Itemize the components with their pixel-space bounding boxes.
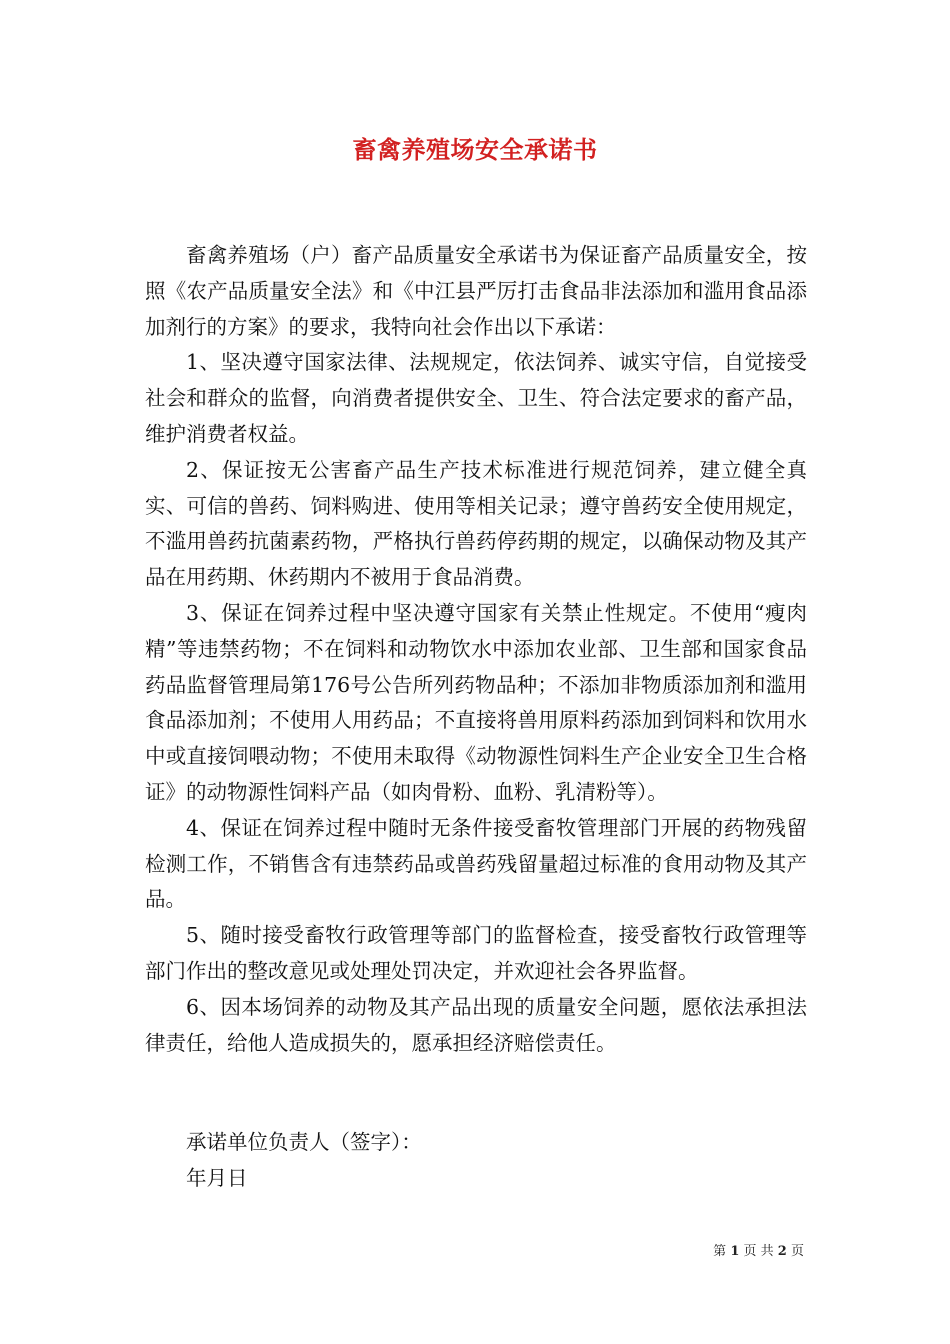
signature-block	[186, 1125, 422, 1197]
paragraph-item-3: 3、保证在饲养过程中坚决遵守国家有关禁止性规定。不使用“瘦肉精”等违禁药物；不在饲料和动物饮水中添加农业部、卫生部和国家食品药品监督管理局第176号公告所列药物品种；不添加非物质添加剂和滥用食品添加剂；不使用人用药品；不直接将兽用原料药添加到饲料和饮用水中或直接饲喂动物；不使用未取得《动物源性饲料生产企业安全卫生合格证》的动物源性饲料产品（如肉骨粉、血粉、乳清粉等）。	[145, 600, 807, 804]
footer-middle: 页 共	[743, 1244, 774, 1259]
footer-prefix: 第	[713, 1244, 727, 1259]
footer-suffix: 页	[790, 1244, 804, 1259]
paragraph-item-2: 2、保证按无公害畜产品生产技术标准进行规范饲养，建立健全真实、可信的兽药、饲料购进、使用等相关记录；遵守兽药安全使用规定，不滥用兽药抗菌素药物，严格执行兽药停药期的规定，以确保动物及其产品在用药期、休药期内不被用于食品消费。	[145, 457, 807, 590]
paragraph-intro: 畜禽养殖场（户）畜产品质量安全承诺书为保证畜产品质量安全，按照《农产品质量安全法》和《中江县严厉打击食品非法添加和滥用食品添加剂行的方案》的要求，我特向社会作出以下承诺：	[145, 243, 807, 339]
total-page-number: 2	[777, 1244, 787, 1259]
current-page-number: 1	[730, 1244, 740, 1259]
page-footer	[713, 1243, 804, 1261]
paragraph-item-5: 5、随时接受畜牧行政管理等部门的监督检查，接受畜牧行政管理等部门作出的整改意见或处理处罚决定，并欢迎社会各界监督。	[145, 923, 807, 983]
paragraph-item-6: 6、因本场饲养的动物及其产品出现的质量安全问题，愿依法承担法律责任，给他人造成损失的，愿承担经济赔偿责任。	[145, 994, 807, 1055]
date-label: 年月日	[186, 1165, 248, 1190]
signature-label: 承诺单位负责人（签字）：	[186, 1130, 422, 1154]
paragraph-item-1: 1、坚决遵守国家法律、法规规定，依法饲养、诚实守信，自觉接受社会和群众的监督，向消费者提供安全、卫生、符合法定要求的畜产品，维护消费者权益。	[145, 350, 807, 446]
document-body	[145, 238, 807, 1061]
paragraph-item-4: 4、保证在饲养过程中随时无条件接受畜牧管理部门开展的药物残留检测工作，不销售含有违禁药品或兽药残留量超过标准的食用动物及其产品。	[145, 815, 807, 912]
document-title: 畜禽养殖场安全承诺书	[352, 135, 598, 164]
